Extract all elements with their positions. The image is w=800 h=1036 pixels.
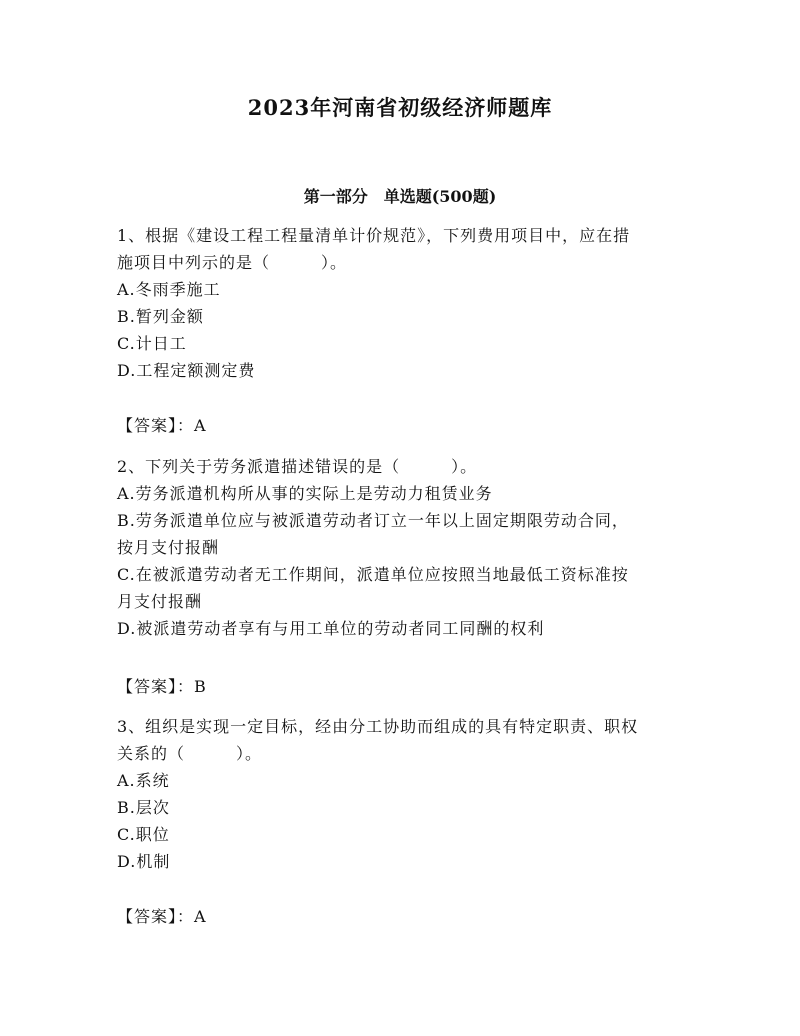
question-2 — [117, 453, 697, 642]
option-c: C.职位 — [117, 825, 170, 844]
question-1 — [117, 222, 697, 384]
question-stem-line: 2、下列关于劳务派遣描述错误的是（ ）。 — [117, 457, 478, 476]
option-c-continued: 月支付报酬 — [117, 592, 203, 611]
question-stem-line: 1、根据《建设工程工程量清单计价规范》，下列费用项目中，应在措 — [117, 226, 631, 245]
option-a: A.系统 — [117, 771, 170, 790]
option-a: A.劳务派遣机构所从事的实际上是劳动力租赁业务 — [117, 484, 493, 503]
option-b: B.劳务派遣单位应与被派遣劳动者订立一年以上固定期限劳动合同， — [117, 511, 629, 530]
option-c: C.在被派遣劳动者无工作期间，派遣单位应按照当地最低工资标准按 — [117, 565, 629, 584]
option-d: D.被派遣劳动者享有与用工单位的劳动者同工同酬的权利 — [117, 619, 545, 638]
question-stem-line: 施项目中列示的是（ ）。 — [117, 253, 348, 272]
answer-2: 【答案】：B — [117, 677, 207, 696]
option-d: D.机制 — [117, 852, 171, 871]
question-3 — [117, 713, 697, 875]
answer-3: 【答案】：A — [117, 907, 207, 926]
option-b: B.层次 — [117, 798, 170, 817]
option-c: C.计日工 — [117, 334, 187, 353]
option-a: A.冬雨季施工 — [117, 280, 221, 299]
question-stem-line: 关系的（ ）。 — [117, 744, 263, 763]
document-title: 2023年河南省初级经济师题库 — [247, 95, 553, 120]
option-b-continued: 按月支付报酬 — [117, 538, 220, 557]
option-b: B.暂列金额 — [117, 307, 204, 326]
answer-1: 【答案】：A — [117, 416, 207, 435]
option-d: D.工程定额测定费 — [117, 361, 256, 380]
section-title: 第一部分 单选题(500题) — [303, 187, 497, 206]
question-stem-line: 3、组织是实现一定目标，经由分工协助而组成的具有特定职责、职权 — [117, 717, 639, 736]
